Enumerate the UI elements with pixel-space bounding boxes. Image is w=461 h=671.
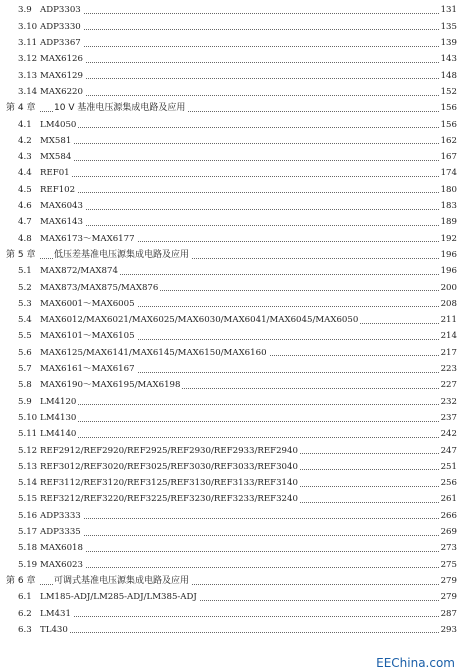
page-number: 208 (440, 298, 457, 309)
dot-leader (40, 437, 439, 438)
section-title: MAX6190～MAX6195/MAX6198 (40, 380, 181, 391)
section-number: 6.3 (18, 624, 32, 635)
toc-entry-row (0, 376, 461, 392)
toc-entry-row (0, 523, 461, 539)
section-title: REF2912/REF2920/REF2925/REF2930/REF2933/REF2940 (40, 445, 298, 456)
toc-entry-row (0, 311, 461, 327)
section-number: 5.7 (18, 364, 32, 374)
page-number: 162 (440, 135, 457, 146)
section-number: 4.4 (18, 168, 32, 179)
toc-entry-row (0, 83, 461, 99)
toc-entry-row (0, 229, 461, 245)
section-title: REF3012/REF3020/REF3025/REF3030/REF3033/REF3040 (40, 461, 298, 472)
section-number: 3.13 (18, 70, 38, 81)
toc-entry-row (0, 17, 461, 33)
toc-entry-row (0, 392, 461, 408)
toc-entry-row (0, 278, 461, 294)
page-number: 189 (440, 217, 457, 228)
toc-entry-row (0, 539, 461, 555)
chapter-title: 低压差基准电压源集成电路及应用 (54, 249, 190, 260)
page-number: 251 (440, 461, 457, 472)
section-number: 5.1 (18, 266, 32, 277)
section-title: ADP3367 (40, 38, 81, 48)
page-number: 247 (440, 445, 457, 456)
page-number: 156 (440, 103, 457, 114)
page-number: 256 (440, 478, 457, 489)
page-number: 196 (440, 266, 457, 277)
toc-entry-row (0, 213, 461, 229)
toc-entry-row (0, 474, 461, 490)
section-title: MAX6023 (40, 559, 83, 570)
page-number: 196 (440, 249, 457, 260)
page-number: 275 (440, 559, 457, 570)
section-number: 3.10 (18, 21, 38, 32)
page-number: 152 (440, 86, 457, 97)
page-number: 143 (440, 54, 457, 65)
toc-entry-row (0, 115, 461, 131)
page-number: 211 (440, 315, 457, 326)
section-number: 4.1 (18, 119, 32, 130)
section-title: MX581 (40, 135, 72, 146)
dot-leader (40, 29, 439, 30)
toc-entry-row (0, 197, 461, 213)
toc-entry-row (0, 148, 461, 164)
toc-entry-row (0, 490, 461, 506)
section-title: ADP3335 (40, 527, 81, 537)
section-title: REF102 (40, 184, 76, 195)
section-number: 5.4 (18, 315, 32, 326)
page-number: 167 (440, 152, 457, 163)
dot-leader (40, 421, 439, 422)
page-number: 269 (440, 527, 457, 537)
page-number: 180 (440, 184, 457, 195)
section-title: MAX6043 (40, 201, 83, 211)
dot-leader (40, 127, 439, 128)
page-number: 232 (440, 396, 457, 407)
section-title: LM185-ADJ/LM285-ADJ/LM385-ADJ (40, 592, 197, 603)
section-title: LM4050 (40, 119, 77, 130)
page-number: 237 (440, 412, 457, 423)
dot-leader (40, 616, 439, 617)
section-title: LM4130 (40, 412, 77, 423)
toc-entry-row (0, 180, 461, 196)
dot-leader (40, 567, 439, 568)
toc-entry-row (0, 50, 461, 66)
toc-entry-row (0, 588, 461, 604)
section-number: 5.12 (18, 445, 38, 456)
toc-entry-row (0, 457, 461, 473)
section-number: 3.9 (18, 5, 32, 16)
page-number: 266 (440, 510, 457, 521)
section-number: 5.15 (18, 494, 38, 505)
section-title: LM4120 (40, 396, 77, 407)
section-number: 5.11 (18, 429, 38, 440)
section-title: MAX6173～MAX6177 (40, 233, 135, 244)
section-number: 5.18 (18, 543, 38, 554)
dot-leader (40, 78, 439, 79)
section-number: 5.9 (18, 396, 32, 407)
toc-entry-row (0, 604, 461, 620)
toc-entry-row (0, 34, 461, 50)
toc-entry-row (0, 164, 461, 180)
section-title: REF3112/REF3120/REF3125/REF3130/REF3133/REF3140 (40, 478, 298, 489)
toc-entry-row (0, 262, 461, 278)
page-number: 293 (440, 624, 457, 635)
section-title: REF3212/REF3220/REF3225/REF3230/REF3233/REF3240 (40, 494, 298, 505)
section-number: 5.8 (18, 380, 32, 391)
dot-leader (40, 160, 439, 161)
chapter-title: 10 V 基准电压源集成电路及应用 (54, 102, 186, 113)
toc-entry-row (0, 294, 461, 310)
section-title: LM4140 (40, 429, 77, 440)
dot-leader (40, 143, 439, 144)
page-number: 183 (440, 201, 457, 211)
page-number: 273 (440, 543, 457, 554)
chapter-heading-row (0, 246, 461, 262)
chapter-heading-row (0, 572, 461, 588)
section-title: MAX6220 (40, 86, 83, 97)
section-number: 5.14 (18, 478, 38, 489)
page-number: 131 (440, 5, 457, 16)
toc-entry-row (0, 66, 461, 82)
page-number: 223 (440, 364, 457, 374)
section-number: 4.2 (18, 135, 32, 146)
section-title: LM431 (40, 608, 71, 619)
dot-leader (40, 518, 439, 519)
chapter-number: 第 4 章 (6, 102, 36, 113)
section-title: MAX6143 (40, 217, 83, 228)
section-title: MAX872/MAX874 (40, 266, 118, 277)
page-number: 135 (440, 21, 457, 32)
page-number: 200 (440, 282, 457, 293)
section-title: MAX6161～MAX6167 (40, 364, 135, 374)
section-title: MAX6001～MAX6005 (40, 298, 135, 309)
toc-entry-row (0, 327, 461, 343)
section-title: ADP3330 (40, 21, 81, 32)
section-number: 5.19 (18, 559, 38, 570)
toc-entry-row (0, 555, 461, 571)
toc-entry-row (0, 360, 461, 376)
toc-entry-row (0, 441, 461, 457)
section-number: 5.10 (18, 412, 38, 423)
section-title: ADP3303 (40, 5, 81, 16)
page-number: 214 (440, 331, 457, 342)
toc-entry-row (0, 506, 461, 522)
page-number: 139 (440, 38, 457, 48)
page-number: 156 (440, 119, 457, 130)
page-number: 279 (440, 575, 457, 586)
dot-leader (40, 404, 439, 405)
section-number: 6.1 (18, 592, 32, 603)
section-title: ADP3333 (40, 510, 81, 521)
section-number: 5.6 (18, 347, 32, 358)
section-title: MAX873/MAX875/MAX876 (40, 282, 159, 293)
dot-leader (40, 535, 439, 536)
chapter-heading-row (0, 99, 461, 115)
page-number: 217 (440, 347, 457, 358)
section-number: 4.6 (18, 201, 32, 211)
dot-leader (40, 209, 439, 210)
dot-leader (40, 176, 439, 177)
section-title: MAX6101～MAX6105 (40, 331, 135, 342)
section-number: 3.11 (18, 38, 38, 48)
page-number: 148 (440, 70, 457, 81)
page-number: 261 (440, 494, 457, 505)
page-number: 227 (440, 380, 457, 391)
section-number: 3.12 (18, 54, 38, 65)
section-number: 5.16 (18, 510, 38, 521)
dot-leader (40, 192, 439, 193)
toc-entry-row (0, 1, 461, 17)
toc-entry-row (0, 131, 461, 147)
section-title: TL430 (40, 624, 68, 635)
section-number: 5.13 (18, 461, 38, 472)
section-number: 5.17 (18, 527, 38, 537)
page-number: 287 (440, 608, 457, 619)
page-number: 174 (440, 168, 457, 179)
toc-entry-row (0, 620, 461, 636)
section-title: REF01 (40, 168, 70, 179)
section-title: MX584 (40, 152, 72, 163)
section-number: 5.3 (18, 298, 32, 309)
section-number: 5.5 (18, 331, 32, 342)
page-number: 192 (440, 233, 457, 244)
toc-entry-row (0, 343, 461, 359)
section-title: MAX6018 (40, 543, 83, 554)
dot-leader (40, 225, 439, 226)
page-number: 242 (440, 429, 457, 440)
dot-leader (40, 95, 439, 96)
dot-leader (40, 551, 439, 552)
chapter-number: 第 6 章 (6, 575, 36, 586)
chapter-title: 可调式基准电压源集成电路及应用 (54, 575, 190, 586)
section-number: 6.2 (18, 608, 32, 619)
section-number: 4.7 (18, 217, 32, 228)
watermark-label: EEChina.com (376, 656, 455, 670)
dot-leader (40, 62, 439, 63)
dot-leader (40, 13, 439, 14)
section-title: MAX6125/MAX6141/MAX6145/MAX6150/MAX6160 (40, 347, 267, 358)
dot-leader (40, 632, 439, 633)
section-title: MAX6012/MAX6021/MAX6025/MAX6030/MAX6041/MAX6045/MAX6050 (40, 315, 359, 326)
page-number: 279 (440, 592, 457, 603)
section-number: 5.2 (18, 282, 32, 293)
toc-entry-row (0, 425, 461, 441)
section-number: 4.8 (18, 233, 32, 244)
section-number: 3.14 (18, 86, 38, 97)
section-number: 4.5 (18, 184, 32, 195)
section-title: MAX6126 (40, 54, 83, 65)
section-number: 4.3 (18, 152, 32, 163)
section-title: MAX6129 (40, 70, 83, 81)
toc-entry-row (0, 409, 461, 425)
chapter-number: 第 5 章 (6, 249, 36, 260)
dot-leader (40, 46, 439, 47)
